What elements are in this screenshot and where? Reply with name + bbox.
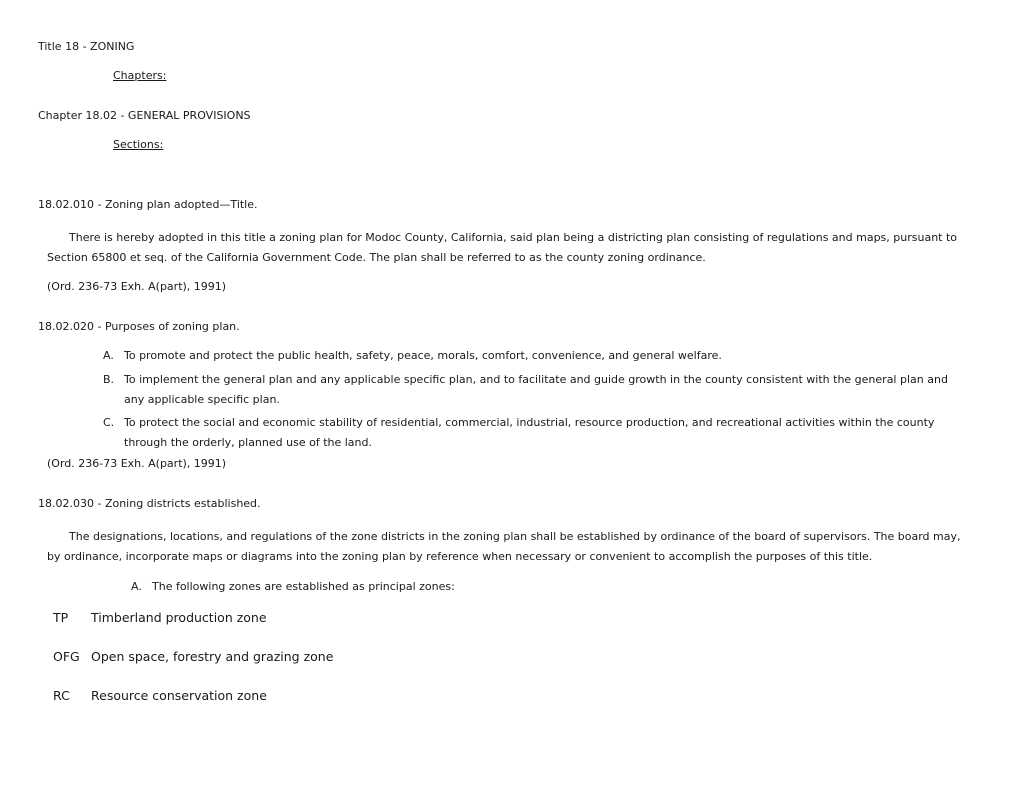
section-heading: 18.02.030 - Zoning districts established. [38,497,261,510]
section-paragraph: There is hereby adopted in this title a zoning plan for Modoc County, California, said plan being a districting plan consisting of regulations and maps, pursuant to Section 65800 et seq. of the California Government Code. The plan shall be referred to as the county zoning ordinance. [47,231,958,264]
list-marker: C. [103,416,115,429]
list-item-text: The following zones are established as principal zones: [152,580,455,593]
zone-name: Open space, forestry and grazing zone [91,649,334,664]
chapter-heading: Chapter 18.02 - GENERAL PROVISIONS [38,109,251,122]
list-item [103,413,963,453]
zone-code: RC [53,688,70,703]
list-item-text: To promote and protect the public health, safety, peace, morals, comfort, convenience, and general welfare. [124,349,722,362]
list-item [103,370,963,410]
section-heading: 18.02.020 - Purposes of zoning plan. [38,320,240,333]
list-marker: A. [103,349,114,362]
zone-row [53,609,267,627]
zone-name: Timberland production zone [91,610,267,625]
list-marker: A. [131,580,142,593]
list-item-text: To implement the general plan and any applicable specific plan, and to facilitate and guide growth in the county consistent with the general plan and any applicable specific plan. [124,373,948,406]
zone-row [53,687,267,705]
ordinance-citation: (Ord. 236-73 Exh. A(part), 1991) [47,457,227,470]
list-item [131,577,991,597]
zone-row [53,648,333,666]
list-item-text: To protect the social and economic stability of residential, commercial, industrial, resource production, and recreational activities within the county through the orderly, planned use of the land. [124,416,935,449]
list-marker: B. [103,373,115,386]
zone-name: Resource conservation zone [91,688,267,703]
section-paragraph: The designations, locations, and regulations of the zone districts in the zoning plan shall be established by ordinance of the board of supervisors. The board may, by ordinance, incorporate maps or diagrams into the zoning plan by reference when necessary or convenient to accomplish the purposes of this title. [47,530,961,563]
ordinance-citation: (Ord. 236-73 Exh. A(part), 1991) [47,280,227,293]
sections-link[interactable]: Sections: [113,138,164,151]
chapters-link[interactable]: Chapters: [113,69,167,82]
section-heading: 18.02.010 - Zoning plan adopted—Title. [38,198,258,211]
list-item [103,346,963,366]
zone-code: OFG [53,649,80,664]
zone-code: TP [53,610,69,625]
title-heading: Title 18 - ZONING [38,40,135,53]
